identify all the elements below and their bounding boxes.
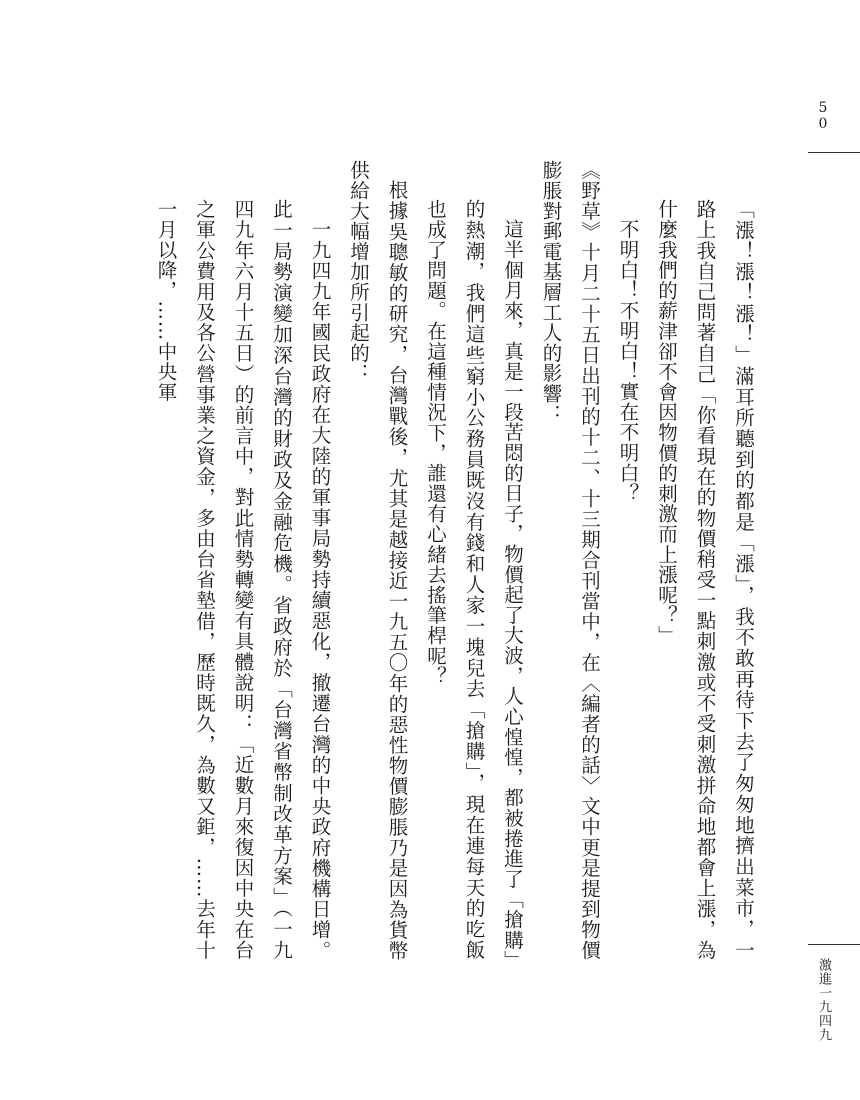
paragraph-quote-refrain: 不明白！不明白！實在不明白？: [616, 218, 640, 503]
footer-rule: [808, 944, 860, 945]
body-text: [146, 160, 762, 960]
header-rule: [808, 152, 860, 153]
running-head: 激進一九四九: [816, 958, 831, 1042]
paragraph-yecao-intro: 《野草》十月二十五日出刊的十二、十三期合刊當中，在〈編者的話〉文中更是提到物價膨脹對郵電基層工人的影響：: [539, 160, 601, 960]
paragraph-quote-research: 一九四九年國民政府在大陸的軍事局勢持續惡化，撤遷台灣的中央政府機構日增。此一局勢演變加深台灣的財政及金融危機。省政府於「台灣省幣制改革方案」（一九四九年六月十五日）的前言中，對此情勢轉變有具體說明：「近數月來復因中央在台之軍公費用及各公營事業之資金，多由台省墊借，歷時既久，為數又鉅，……去年十一月以降，……中央軍: [154, 199, 332, 960]
page-number: 50: [815, 100, 831, 132]
paragraph-quote-editor: 這半個月來，真是一段苦悶的日子，物價起了大波，人心惶惶，都被捲進了「搶購」的熱潮，我們這些窮小公務員既沒有錢和人家一塊兒去「搶購」，現在連每天的吃飯也成了問題。在這種情況下，誰還有心緒去搖筆桿呢？: [424, 199, 524, 960]
paragraph-research-intro: 根據吳聰敏的研究，台灣戰後，尤其是越接近一九五〇年的惡性物價膨脹乃是因為貨幣供給大幅增加所引起的：: [347, 160, 409, 960]
paragraph-quote-market: 「漲！漲！漲！」滿耳所聽到的都是「漲」，我不敢再待下去了匆匆地擠出菜市，一路上我自己問著自己「你看現在的物價稍受一點刺激或不受刺激拼命地都會上漲，為什麼我們的薪津卻不會因物價的刺激而上漲呢？」: [655, 199, 755, 960]
